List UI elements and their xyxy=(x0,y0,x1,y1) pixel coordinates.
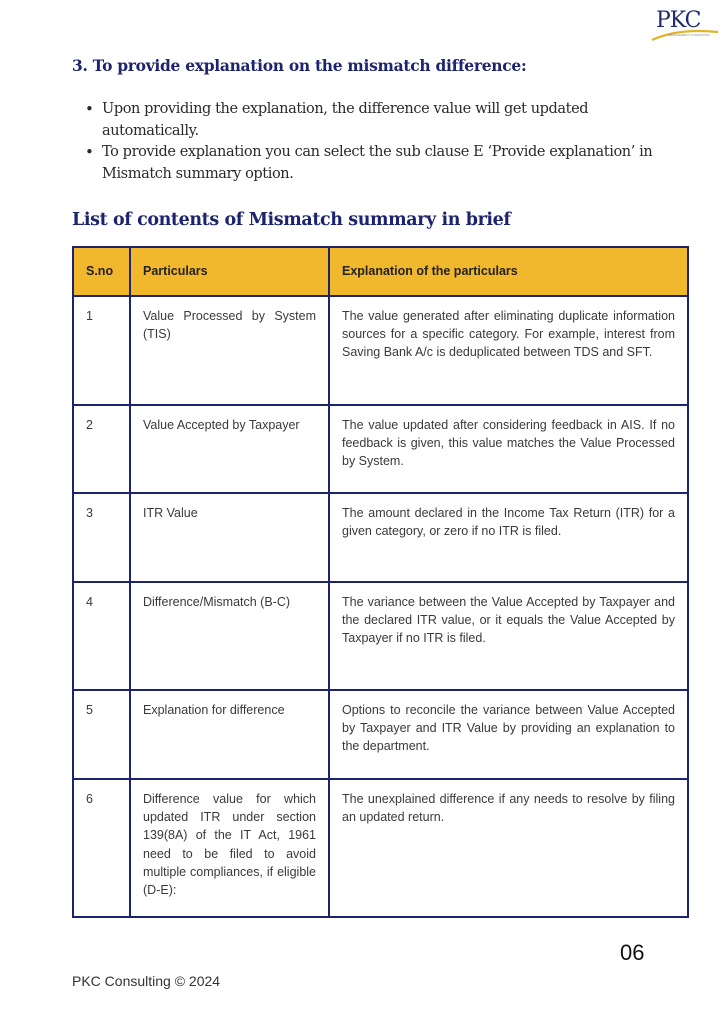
cell-sno: 5 xyxy=(73,690,130,779)
logo-tagline: MANAGEMENT CONSULTING xyxy=(668,33,710,37)
column-header-sno: S.no xyxy=(73,247,130,296)
mismatch-summary-table xyxy=(72,246,689,918)
cell-sno: 6 xyxy=(73,779,130,917)
logo-text: PKC xyxy=(656,8,701,33)
table-row xyxy=(73,690,688,779)
page-number: 06 xyxy=(620,940,645,965)
cell-explanation: The variance between the Value Accepted by Taxpayer and the declared ITR value, or it equals the Value Accepted by Taxpayer if no ITR is filed. xyxy=(329,582,688,690)
explanation-bullets xyxy=(102,99,662,185)
table-row xyxy=(73,405,688,493)
cell-sno: 4 xyxy=(73,582,130,690)
bullet-item: • To provide explanation you can select the sub clause E ‘Provide explanation’ in Mismatch summary option. xyxy=(102,142,662,185)
cell-particular: Explanation for difference xyxy=(130,690,329,779)
cell-particular: Value Accepted by Taxpayer xyxy=(130,405,329,493)
cell-particular: ITR Value xyxy=(130,493,329,582)
cell-sno: 2 xyxy=(73,405,130,493)
cell-explanation: The value generated after eliminating duplicate information sources for a specific category. For example, interest from Saving Bank A/c is deduplicated between TDS and SFT. xyxy=(329,296,688,405)
column-header-particulars: Particulars xyxy=(130,247,329,296)
cell-sno: 1 xyxy=(73,296,130,405)
column-header-explanation: Explanation of the particulars xyxy=(329,247,688,296)
table-row xyxy=(73,582,688,690)
cell-sno: 3 xyxy=(73,493,130,582)
cell-explanation: The value updated after considering feedback in AIS. If no feedback is given, this value matches the Value Processed by System. xyxy=(329,405,688,493)
cell-particular: Difference/Mismatch (B-C) xyxy=(130,582,329,690)
footer-copyright: PKC Consulting © 2024 xyxy=(72,973,221,989)
table-header-row xyxy=(73,247,688,296)
table-row xyxy=(73,493,688,582)
table-row xyxy=(73,779,688,917)
list-heading: List of contents of Mismatch summary in brief xyxy=(72,210,511,230)
section-heading: 3. To provide explanation on the mismatch difference: xyxy=(72,56,527,75)
cell-particular: Value Processed by System (TIS) xyxy=(130,296,329,405)
cell-explanation: Options to reconcile the variance between Value Accepted by Taxpayer and ITR Value by providing an explanation to the department. xyxy=(329,690,688,779)
bullet-item: • Upon providing the explanation, the difference value will get updated automatically. xyxy=(102,99,662,142)
table-row xyxy=(73,296,688,405)
cell-particular: Difference value for which updated ITR under section 139(8A) of the IT Act, 1961 need to be filed to avoid multiple compliances, if eligible (D-E): xyxy=(130,779,329,917)
cell-explanation: The amount declared in the Income Tax Return (ITR) for a given category, or zero if no ITR is filed. xyxy=(329,493,688,582)
pkc-logo xyxy=(648,6,720,44)
cell-explanation: The unexplained difference if any needs to resolve by filing an updated return. xyxy=(329,779,688,917)
